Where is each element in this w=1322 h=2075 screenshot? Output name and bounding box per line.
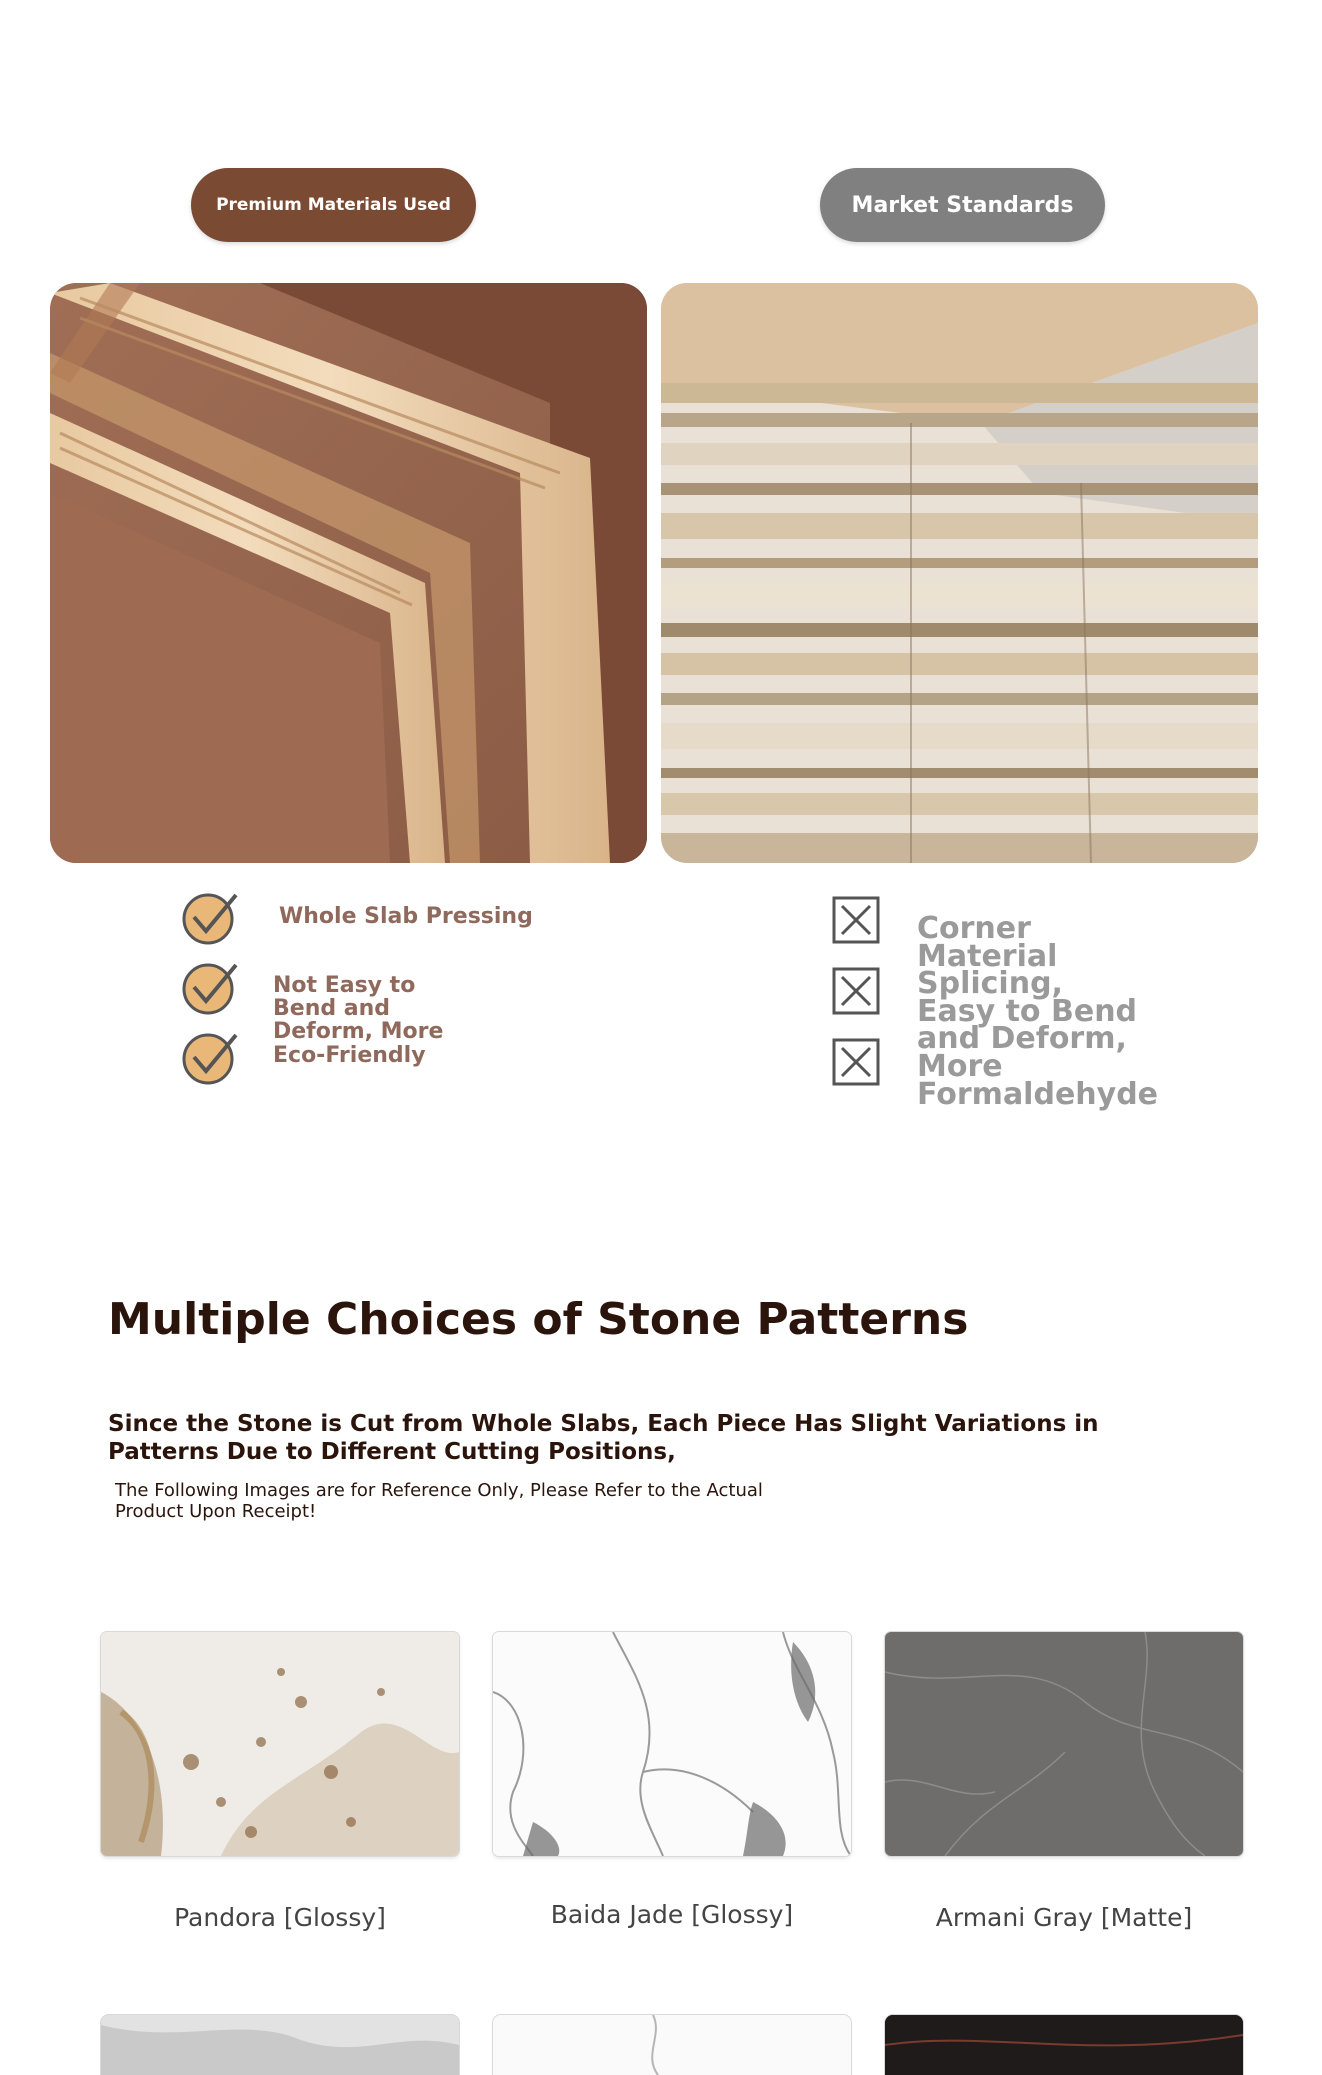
x-box-icon (832, 967, 880, 1020)
premium-materials-badge (191, 168, 476, 242)
market-plywood-photo (661, 283, 1258, 863)
tile-next-row-2[interactable] (493, 2015, 851, 2075)
feature-whole-slab: Whole Slab Pressing (279, 904, 533, 929)
x-box-icon (832, 896, 880, 949)
market-feature-text: Corner Material Splicing, Easy to Bend and Deform, More Formaldehyde (917, 911, 1159, 1112)
premium-plywood-photo (50, 283, 647, 863)
tile-baida-jade-image[interactable] (493, 1632, 851, 1856)
tile-pandora-image[interactable] (101, 1632, 459, 1856)
market-standards-label: Market Standards (851, 192, 1074, 218)
check-circle-icon (180, 959, 240, 1020)
x-box-icon (832, 1038, 880, 1091)
reference-note: The Following Images are for Reference Only, Please Refer to the Actual Product Upon Receipt! (115, 1480, 763, 1522)
tile-armani-gray-label[interactable]: Armani Gray [Matte] (935, 1903, 1193, 1932)
feature-eco-friendly: Eco-Friendly (273, 1043, 426, 1068)
tile-next-row-1[interactable] (101, 2015, 459, 2075)
premium-materials-label: Premium Materials Used (216, 195, 451, 215)
section-subtitle: Since the Stone is Cut from Whole Slabs, Each Piece Has Slight Variations in Patterns Due to Different Cutting Positions, (108, 1411, 1099, 1465)
feature-not-easy-bend: Not Easy to Bend and Deform, More (273, 973, 444, 1045)
tile-next-row-3[interactable] (885, 2015, 1243, 2075)
check-circle-icon (180, 1029, 240, 1090)
market-standards-badge (820, 168, 1105, 242)
tile-pandora-label[interactable]: Pandora [Glossy] (174, 1903, 386, 1932)
section-title: Multiple Choices of Stone Patterns (108, 1294, 969, 1345)
tile-baida-jade-label[interactable]: Baida Jade [Glossy] (550, 1900, 794, 1929)
tile-armani-gray-image[interactable] (885, 1632, 1243, 1856)
check-circle-icon (180, 889, 240, 950)
